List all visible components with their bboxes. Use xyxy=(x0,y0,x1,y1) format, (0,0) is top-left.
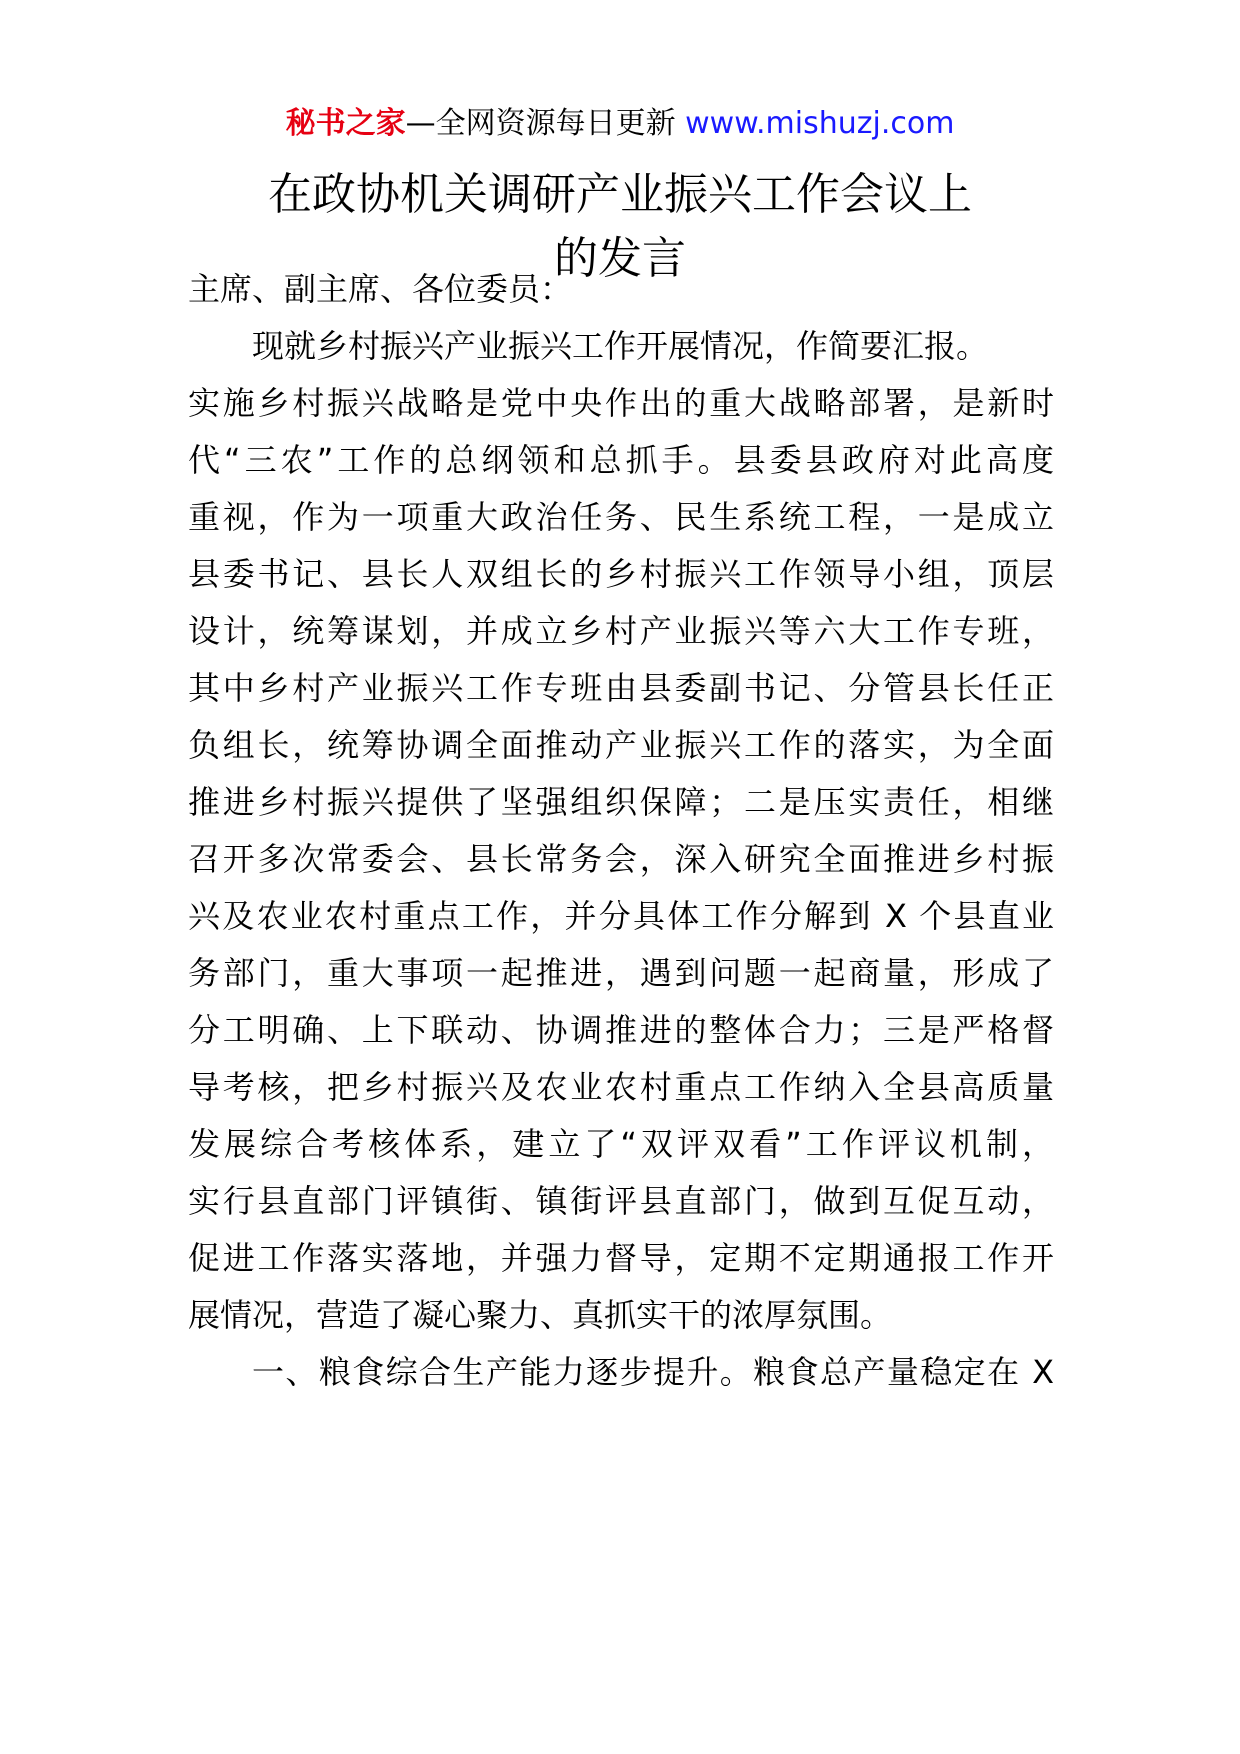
body-line: 兴及农业农村重点工作，并分具体工作分解到 X 个县直业 xyxy=(188,897,1054,935)
brand-name: 秘书之家 xyxy=(285,106,406,141)
body-line: 现就乡村振兴产业振兴工作开展情况，作简要汇报。 xyxy=(252,327,989,365)
body-line: 实施乡村振兴战略是党中央作出的重大战略部署，是新时 xyxy=(188,384,1054,422)
salutation: 主席、副主席、各位委员： xyxy=(188,270,573,308)
body-line: 分工明确、上下联动、协调推进的整体合力；三是严格督 xyxy=(188,1011,1054,1049)
body-line: 代“三农”工作的总纲领和总抓手。县委县政府对此高度 xyxy=(188,441,1054,479)
site-banner xyxy=(0,98,1240,150)
body-line: 务部门，重大事项一起推进，遇到问题一起商量，形成了 xyxy=(188,954,1054,992)
document-title-line-1: 在政协机关调研产业振兴工作会议上 xyxy=(268,169,972,220)
body-line: 推进乡村振兴提供了坚强组织保障；二是压实责任，相继 xyxy=(188,783,1054,821)
document-title-line-2: 的发言 xyxy=(554,233,686,284)
body-line: 导考核，把乡村振兴及农业农村重点工作纳入全县高质量 xyxy=(188,1068,1054,1106)
body-line: 促进工作落实落地，并强力督导，定期不定期通报工作开 xyxy=(188,1239,1054,1277)
body-line: 召开多次常委会、县长常务会，深入研究全面推进乡村振 xyxy=(188,840,1054,878)
banner-slogan: —全网资源每日更新 xyxy=(405,106,686,141)
body-line: 县委书记、县长人双组长的乡村振兴工作领导小组，顶层 xyxy=(188,555,1054,593)
section-heading-line: 一、粮食综合生产能力逐步提升。粮食总产量稳定在 X xyxy=(252,1353,1054,1391)
body-line: 发展综合考核体系，建立了“双评双看”工作评议机制， xyxy=(188,1125,1054,1163)
body-line: 设计，统筹谋划，并成立乡村产业振兴等六大工作专班， xyxy=(188,612,1054,650)
body-line: 其中乡村产业振兴工作专班由县委副书记、分管县长任正 xyxy=(188,669,1054,707)
site-url-link[interactable]: www.mishuzj.com xyxy=(685,106,955,141)
body-line: 展情况，营造了凝心聚力、真抓实干的浓厚氛围。 xyxy=(188,1296,893,1334)
body-line: 重视，作为一项重大政治任务、民生系统工程，一是成立 xyxy=(188,498,1054,536)
body-line: 负组长，统筹协调全面推动产业振兴工作的落实，为全面 xyxy=(188,726,1054,764)
body-line: 实行县直部门评镇街、镇街评县直部门，做到互促互动， xyxy=(188,1182,1054,1220)
